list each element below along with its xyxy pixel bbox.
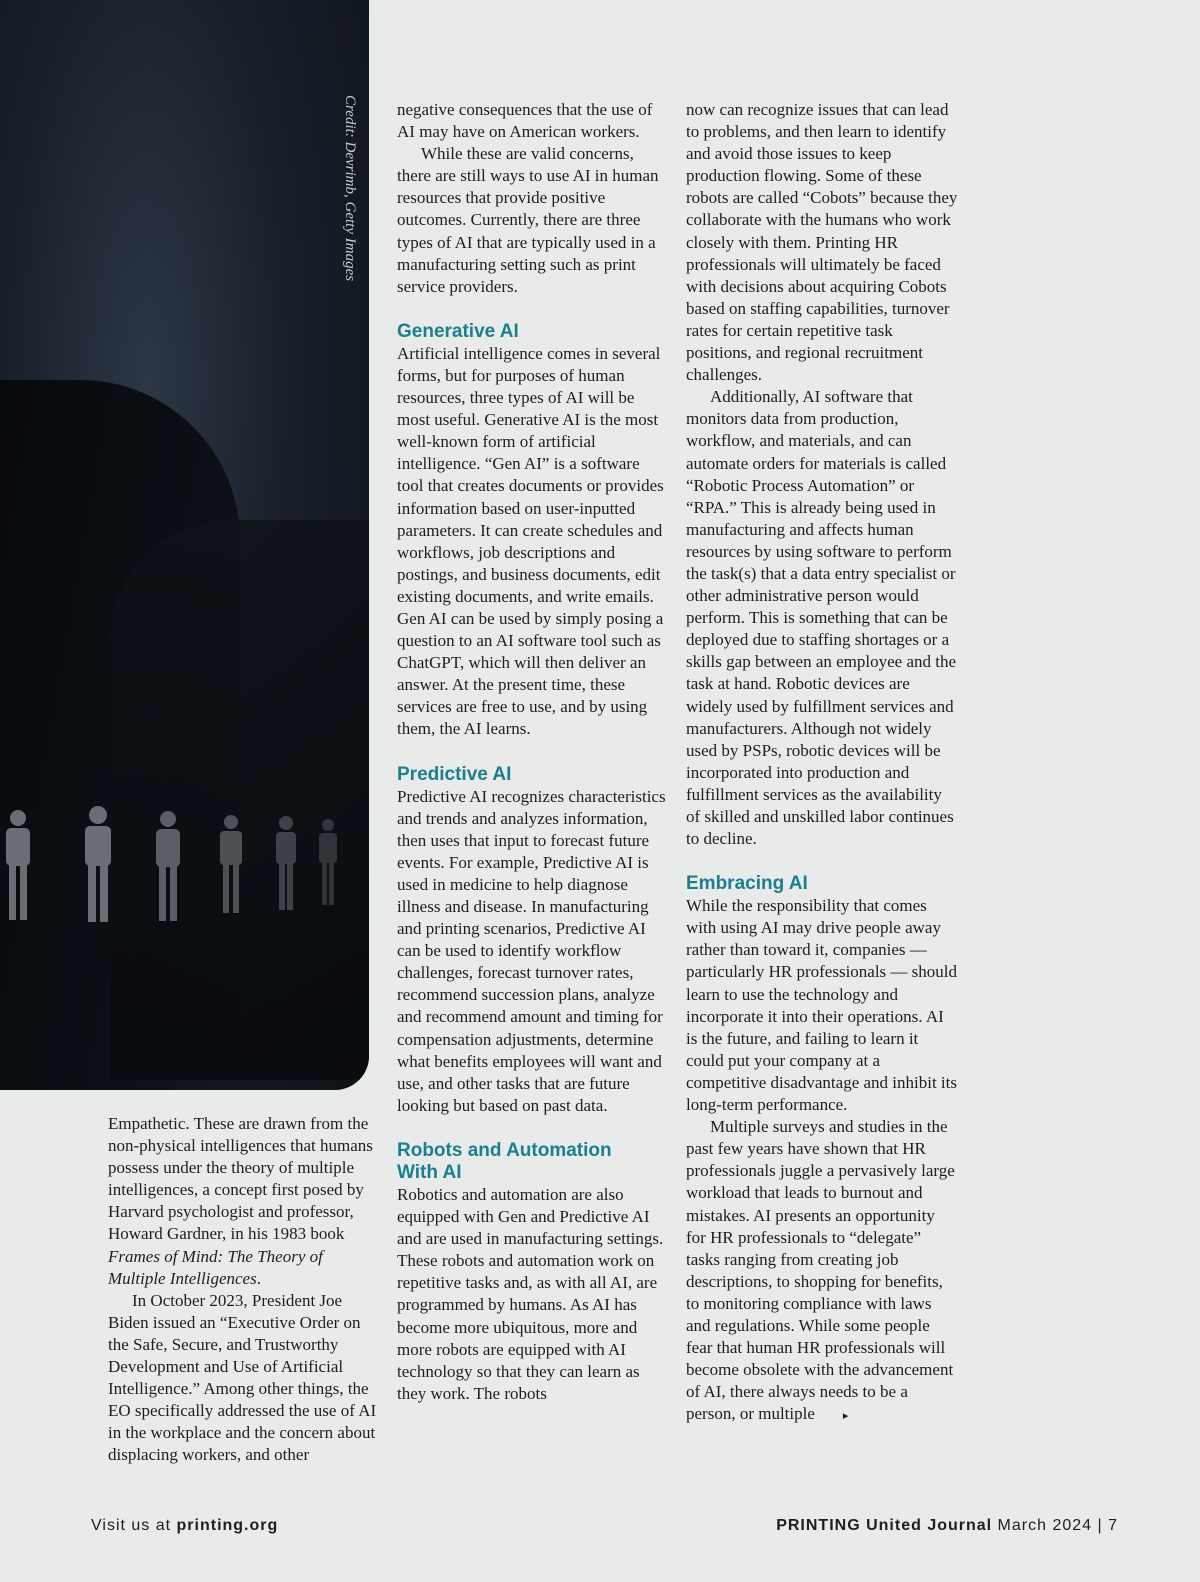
heading-generative-ai: Generative AI bbox=[397, 320, 519, 342]
heading-robots-automation: Robots and Automation With AI bbox=[397, 1139, 612, 1183]
people-figures-graphic bbox=[0, 800, 369, 930]
col1-paragraph-1 bbox=[108, 1113, 378, 1290]
col1-p1-end: . bbox=[256, 1268, 261, 1288]
book-title: Frames of Mind: The Theory of Multiple Intelligences bbox=[108, 1246, 323, 1288]
column-1 bbox=[108, 1113, 378, 1467]
footer-right bbox=[776, 1517, 1118, 1535]
paragraph-robots-automation: Robotics and automation are also equipped with Gen and Predictive AI and are used in manufacturing settings. These robots and automation work on repetitive tasks and, as with all AI, are programmed by humans. As AI has become more ubiquitous, more and more robots are equipped with AI technology so that they can learn as they work. The robots bbox=[397, 1184, 664, 1403]
col1-p1-text: Empathetic. These are drawn from the non-physical intelligences that humans possess under the theory of multiple intelligences, a concept first posed by Harvard psychologist and professor, Howard Gardner, in his 1983 book bbox=[108, 1114, 373, 1244]
paragraph-generative-ai: Artificial intelligence comes in several forms, but for purposes of human resources, three types of AI will be most useful. Generative AI is the most well-known form of artificial intelligence. “Gen AI” is a software tool that creates documents or provides information based on user-inputted parameters. It can create schedules and workflows, job descriptions and postings, and business documents, edit existing documents, and write emails. Gen AI can be used by simply posing a question to an AI software tool such as ChatGPT, which will then deliver an answer. At the present time, these services are free to use, and by using them, the AI learns. bbox=[397, 343, 664, 739]
footer-journal-name: PRINTING United Journal bbox=[776, 1517, 993, 1534]
column-2 bbox=[397, 99, 667, 1405]
col2-paragraph-2: While these are valid concerns, there are still ways to use AI in human resources that provide positive outcomes. Currently, there are three types of AI that are typically used in a manufacturing setting such as print service providers. bbox=[397, 144, 659, 296]
footer-site-link[interactable]: printing.org bbox=[176, 1517, 279, 1534]
heading-predictive-ai: Predictive AI bbox=[397, 763, 512, 785]
photo-credit: Credit: Devrimb, Getty Images bbox=[342, 95, 358, 282]
col2-paragraph-1: negative consequences that the use of AI may have on American workers. bbox=[397, 100, 653, 142]
col3-paragraph-2: Additionally, AI software that monitors data from production, workflow, and materials, and can automate orders for materials is called “Robotic Process Automation” or “RPA.” This is already being used in manufacturing and affects human resources by using software to perform the task(s) that a data entry specialist or other administrative person would perform. This is something that can be deployed due to staffing shortages or a skills gap between an employee and the task at hand. Robotic devices are widely used by fulfillment services and manufacturers. Although not widely used by PSPs, robotic devices will be incorporated into production and fulfillment services as the availability of skilled and unskilled labor continues to decline. bbox=[686, 387, 957, 849]
paragraph-predictive-ai: Predictive AI recognizes characteristics and trends and analyzes information, then uses that input to forecast future events. For example, Predictive AI is used in medicine to help diagnose illness and disease. In manufacturing and printing scenarios, Predictive AI can be used to identify workflow challenges, forecast turnover rates, recommend succession plans, analyze and recommend amount and timing for compensation adjustments, determine what benefits employees will want and use, and other tasks that are future looking but based on past data. bbox=[397, 786, 666, 1115]
footer-issue-page: March 2024 | 7 bbox=[992, 1517, 1118, 1534]
col3-paragraph-3 bbox=[686, 1116, 958, 1427]
col1-paragraph-2: In October 2023, President Joe Biden issued an “Executive Order on the Safe, Secure, and Trustworthy Development and Use of Artificial Intelligence.” Among other things, the EO specifically addressed the use of AI in the workplace and the concern about displacing workers, and other bbox=[108, 1290, 377, 1465]
continue-arrow-icon: ▸ bbox=[842, 1410, 849, 1423]
col3-p3-text: Multiple surveys and studies in the past few years have shown that HR professionals juggle a pervasively large workload that leads to burnout and mistakes. AI presents an opportunity for HR professionals to “delegate” tasks ranging from creating job descriptions, to shopping for benefits, to monitoring compliance with laws and regulations. While some people fear that human HR professionals will become obsolete with the advancement of AI, there always needs to be a person, or multiple bbox=[686, 1117, 955, 1424]
footer-left bbox=[91, 1517, 278, 1535]
paragraph-embracing-ai: While the responsibility that comes with using AI may drive people away rather than toward it, companies — particularly HR professionals — should learn to use the technology and incorporate it into their operations. AI is the future, and failing to learn it could put your company at a competitive disadvantage and inhibit its long-term performance. bbox=[686, 896, 958, 1115]
column-3 bbox=[686, 99, 958, 1427]
footer-visit-text: Visit us at bbox=[91, 1517, 177, 1534]
hero-photo bbox=[0, 0, 369, 1090]
col3-paragraph-1: now can recognize issues that can lead to problems, and then learn to identify and avoid those issues to keep production flowing. Some of these robots are called “Cobots” because they collaborate with the humans who work closely with them. Printing HR professionals will ultimately be faced with decisions about acquiring Cobots based on staffing capabilities, turnover rates for certain repetitive task positions, and regional recruitment challenges. bbox=[686, 100, 958, 385]
heading-embracing-ai: Embracing AI bbox=[686, 873, 808, 895]
